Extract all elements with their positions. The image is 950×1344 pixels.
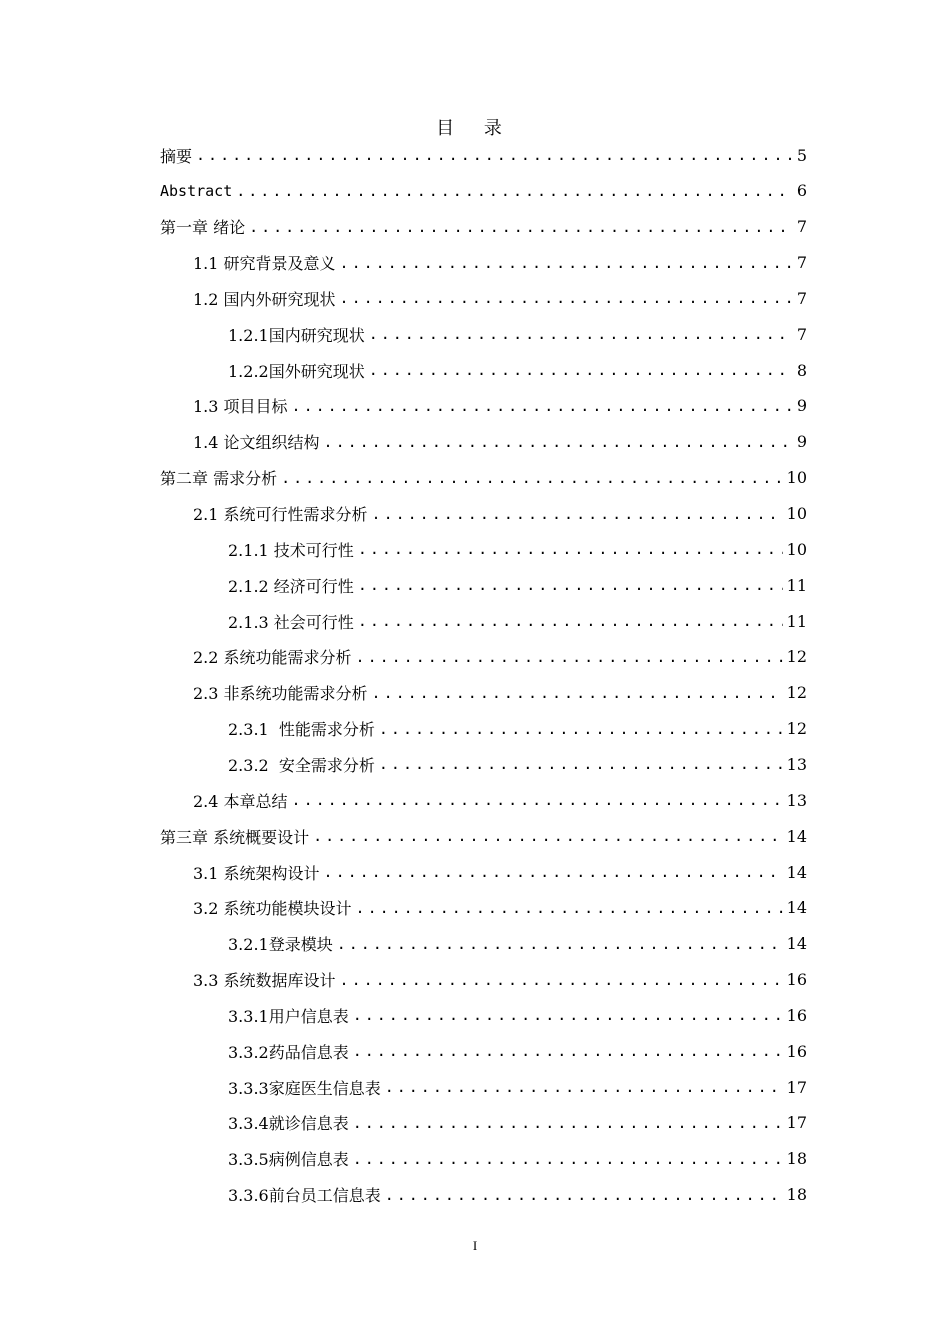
toc-entry-page: 14 <box>786 934 807 954</box>
toc-leader-dots <box>292 397 793 415</box>
toc-entry-chapter-3[interactable] <box>160 818 807 854</box>
toc-entry-text: 1.4 论文组织结构 <box>193 433 320 453</box>
toc-entry-section-3-3[interactable] <box>193 962 807 998</box>
toc-entry-section-3-3-3[interactable] <box>228 1069 807 1105</box>
page-number: I <box>472 1238 478 1253</box>
toc-entry-page: 6 <box>796 181 807 201</box>
toc-leader-dots <box>324 433 793 451</box>
toc-leader-dots <box>249 218 793 236</box>
toc-entry-section-1-2-2[interactable] <box>228 352 807 388</box>
toc-entry-text: 摘要 <box>160 146 193 166</box>
toc-leader-dots <box>385 1186 783 1204</box>
toc-entry-abstract-en[interactable] <box>160 173 807 209</box>
toc-entry-section-2-1[interactable] <box>193 496 807 532</box>
toc-leader-dots <box>236 182 793 200</box>
toc-entry-text: 1.3 项目目标 <box>193 397 288 417</box>
toc-entry-text: 3.3.6前台员工信息表 <box>228 1186 381 1206</box>
toc-leader-dots <box>353 1150 783 1168</box>
toc-entry-page: 10 <box>786 504 807 523</box>
toc-entry-section-2-3-2[interactable] <box>228 746 807 782</box>
toc-entry-section-1-3[interactable] <box>193 388 807 424</box>
toc-entry-page: 12 <box>786 647 807 667</box>
toc-entry-page: 11 <box>786 611 807 631</box>
toc-entry-abstract-cn[interactable] <box>160 137 807 173</box>
toc-entry-page: 18 <box>786 1149 807 1169</box>
toc-leader-dots <box>337 935 783 953</box>
toc-entry-text: 第一章 绪论 <box>160 218 246 238</box>
toc-entry-section-3-3-4[interactable] <box>228 1105 807 1141</box>
toc-entry-section-1-2-1[interactable] <box>228 316 807 352</box>
toc-entry-page: 13 <box>786 754 807 774</box>
toc-entry-page: 12 <box>786 683 807 703</box>
toc-entry-text: 2.4 本章总结 <box>193 791 288 811</box>
toc-entry-text: 1.2.2国外研究现状 <box>228 361 365 381</box>
toc-leader-dots <box>313 827 783 845</box>
toc-entry-page: 9 <box>796 396 807 416</box>
toc-title: 目 录 <box>436 118 514 139</box>
toc-entry-page: 17 <box>786 1077 807 1097</box>
toc-entry-text: 3.2.1登录模块 <box>228 935 333 955</box>
toc-entry-text: 第二章 需求分析 <box>160 469 278 489</box>
toc-entry-section-3-3-1[interactable] <box>228 997 807 1033</box>
toc-entry-page: 14 <box>786 862 807 882</box>
toc-leader-dots <box>358 612 783 630</box>
toc-entry-page: 16 <box>786 1041 807 1061</box>
toc-entry-page: 16 <box>786 1005 807 1025</box>
toc-entry-page: 10 <box>786 468 807 488</box>
toc-leader-dots <box>369 361 793 379</box>
toc-leader-dots <box>385 1078 783 1096</box>
toc-leader-dots <box>372 684 783 702</box>
toc-leader-dots <box>340 254 793 272</box>
toc-entry-section-2-3-1[interactable] <box>228 711 807 747</box>
toc-entry-section-1-2[interactable] <box>193 280 807 316</box>
toc-entry-text: 1.1 研究背景及意义 <box>193 254 336 274</box>
toc-entry-section-2-3[interactable] <box>193 675 807 711</box>
toc-leader-dots <box>281 469 783 487</box>
toc-leader-dots <box>379 755 783 773</box>
toc-leader-dots <box>356 899 783 917</box>
toc-leader-dots <box>340 289 793 307</box>
toc-leader-dots <box>358 540 783 558</box>
toc-entry-page: 14 <box>786 826 807 846</box>
toc-leader-dots <box>292 791 783 809</box>
toc-entry-page: 11 <box>786 575 807 595</box>
toc-entry-page: 18 <box>786 1185 807 1205</box>
toc-entry-text: 3.3.5病例信息表 <box>228 1150 349 1170</box>
toc-entry-page: 14 <box>786 898 807 918</box>
toc-entry-text: 3.3 系统数据库设计 <box>193 971 336 991</box>
toc-entry-text: 3.3.2药品信息表 <box>228 1042 349 1062</box>
toc-leader-dots <box>340 971 783 989</box>
toc-entry-text: 2.1 系统可行性需求分析 <box>193 505 368 524</box>
toc-entry-section-3-3-2[interactable] <box>228 1033 807 1069</box>
toc-entry-section-2-4[interactable] <box>193 782 807 818</box>
toc-leader-dots <box>379 720 783 738</box>
toc-leader-dots <box>353 1006 783 1024</box>
toc-entry-text: 3.3.4就诊信息表 <box>228 1114 349 1134</box>
toc-leader-dots <box>369 325 793 343</box>
toc-leader-dots <box>353 1042 783 1060</box>
toc-entry-page: 17 <box>786 1113 807 1133</box>
toc-entry-section-3-2-1[interactable] <box>228 926 807 962</box>
toc-entry-section-3-2[interactable] <box>193 890 807 926</box>
toc-entry-text: 2.1.3 社会可行性 <box>228 612 354 632</box>
toc-entry-section-3-3-5[interactable] <box>228 1141 807 1177</box>
toc-entry-text: 1.2 国内外研究现状 <box>193 289 336 309</box>
toc-entry-section-2-1-2[interactable] <box>228 567 807 603</box>
toc-entry-page: 7 <box>796 253 807 273</box>
toc-entry-text: 3.1 系统架构设计 <box>193 863 320 883</box>
toc-leader-dots <box>358 576 783 594</box>
toc-entry-section-1-4[interactable] <box>193 424 807 460</box>
toc-entry-chapter-1[interactable] <box>160 209 807 245</box>
toc-entry-section-1-1[interactable] <box>193 245 807 281</box>
toc-entry-section-2-2[interactable] <box>193 639 807 675</box>
toc-entry-text: 3.3.3家庭医生信息表 <box>228 1078 381 1098</box>
toc-entry-text: 2.3.2 安全需求分析 <box>228 755 375 775</box>
toc-entry-page: 12 <box>786 719 807 739</box>
toc-leader-dots <box>196 146 793 164</box>
toc-entry-text: 2.3 非系统功能需求分析 <box>193 684 368 704</box>
toc-entry-page: 7 <box>796 288 807 308</box>
toc-entry-page: 8 <box>796 360 807 380</box>
toc-entry-page: 7 <box>796 217 807 237</box>
toc-entry-page: 10 <box>786 539 807 559</box>
toc-entry-text: 3.3.1用户信息表 <box>228 1006 349 1026</box>
toc-entry-text: 1.2.1国内研究现状 <box>228 325 365 345</box>
toc-entry-text: 第三章 系统概要设计 <box>160 827 310 847</box>
toc-leader-dots <box>372 505 783 523</box>
toc-leader-dots <box>356 648 783 666</box>
toc-entry-text: 2.2 系统功能需求分析 <box>193 648 352 668</box>
toc-entry-text: Abstract <box>160 181 233 200</box>
toc-entry-page: 7 <box>796 324 807 344</box>
toc-entry-page: 9 <box>796 432 807 452</box>
toc-entry-text: 2.1.2 经济可行性 <box>228 576 354 596</box>
toc-entry-section-3-1[interactable] <box>193 854 807 890</box>
toc-leader-dots <box>324 863 783 881</box>
toc-entry-page: 5 <box>796 145 807 165</box>
toc-entry-section-2-1-3[interactable] <box>228 603 807 639</box>
toc-entry-section-3-3-6[interactable] <box>228 1177 807 1213</box>
toc-entry-section-2-1-1[interactable] <box>228 531 807 567</box>
toc-entry-chapter-2[interactable] <box>160 460 807 496</box>
toc-entry-page: 16 <box>786 970 807 990</box>
toc-entry-page: 13 <box>786 790 807 810</box>
toc-entry-text: 3.2 系统功能模块设计 <box>193 899 352 919</box>
toc-entry-text: 2.1.1 技术可行性 <box>228 540 354 560</box>
toc-leader-dots <box>353 1114 783 1132</box>
toc-entry-text: 2.3.1 性能需求分析 <box>228 720 375 740</box>
